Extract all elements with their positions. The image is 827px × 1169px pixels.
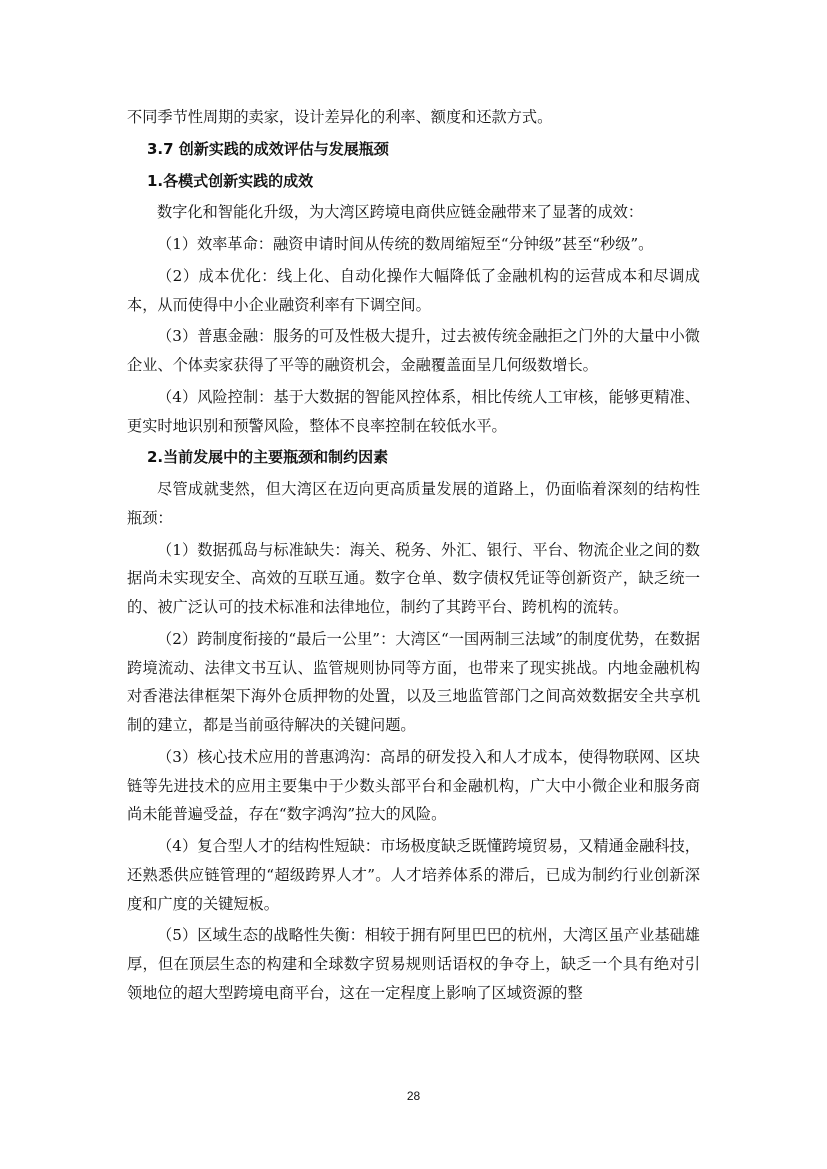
list-item-cost: （2）成本优化：线上化、自动化操作大幅降低了金融机构的运营成本和尽调成本，从而使得中小企业融资利率有下调空间。 [127, 266, 700, 314]
list-item-institutional-gap: （2）跨制度衔接的“最后一公里”：大湾区“一国两制三法域”的制度优势，在数据跨境流动、法律文书互认、监管规则协同等方面，也带来了现实挑战。内地金融机构对香港法律框架下海外仓质押物的处置，以及三地监管部门之间高效数据安全共享机制的建立，都是当前亟待解决的关键问题。 [127, 629, 700, 734]
page-number: 28 [406, 1089, 421, 1103]
list-item-ecosystem-imbalance: （5）区域生态的战略性失衡：相较于拥有阿里巴巴的杭州，大湾区虽产业基础雄厚，但在顶层生态的构建和全球数字贸易规则话语权的争夺上，缺乏一个具有绝对引领地位的超大型跨境电商平台，这在一定程度上影响了区域资源的整 [127, 926, 700, 1002]
list-item-data-silos: （1）数据孤岛与标准缺失：海关、税务、外汇、银行、平台、物流企业之间的数据尚未实现安全、高效的互联互通。数字仓单、数字债权凭证等创新资产，缺乏统一的、被广泛认可的技术标准和法律地位，制约了其跨平台、跨机构的流转。 [127, 540, 700, 616]
paragraph-intro-achievements: 数字化和智能化升级，为大湾区跨境电商供应链金融带来了显著的成效： [157, 203, 643, 222]
subheading-achievements: 1.各模式创新实践的成效 [147, 171, 314, 190]
subheading-bottlenecks: 2.当前发展中的主要瓶颈和制约因素 [147, 448, 389, 467]
paragraph-intro-bottlenecks: 尽管成就斐然，但大湾区在迈向更高质量发展的道路上，仍面临着深刻的结构性瓶颈： [127, 480, 700, 527]
list-item-efficiency: （1）效率革命：融资申请时间从传统的数周缩短至“分钟级”甚至“秒级”。 [157, 235, 654, 253]
list-item-risk-control: （4）风险控制：基于大数据的智能风控体系，相比传统人工审核，能够更精准、更实时地识别和预警风险，整体不良率控制在较低水平。 [127, 387, 700, 435]
section-heading-3-7: 3.7 创新实践的成效评估与发展瓶颈 [147, 139, 389, 158]
list-item-inclusive-finance: （3）普惠金融：服务的可及性极大提升，过去被传统金融拒之门外的大量中小微企业、个体卖家获得了平等的融资机会，金融覆盖面呈几何级数增长。 [127, 327, 700, 374]
page-content [127, 103, 700, 1008]
list-item-talent-shortage: （4）复合型人才的结构性短缺：市场极度缺乏既懂跨境贸易，又精通金融科技，还熟悉供应链管理的“超级跨界人才”。人才培养体系的滞后，已成为制约行业创新深度和广度的关键短板。 [127, 837, 700, 913]
paragraph-continuation: 不同季节性周期的卖家，设计差异化的利率、额度和还款方式。 [127, 108, 553, 126]
list-item-tech-divide: （3）核心技术应用的普惠鸿沟：高昂的研发投入和人才成本，使得物联网、区块链等先进技术的应用主要集中于少数头部平台和金融机构，广大中小微企业和服务商尚未能普遍受益，存在“数字鸿沟”拉大的风险。 [127, 747, 700, 824]
